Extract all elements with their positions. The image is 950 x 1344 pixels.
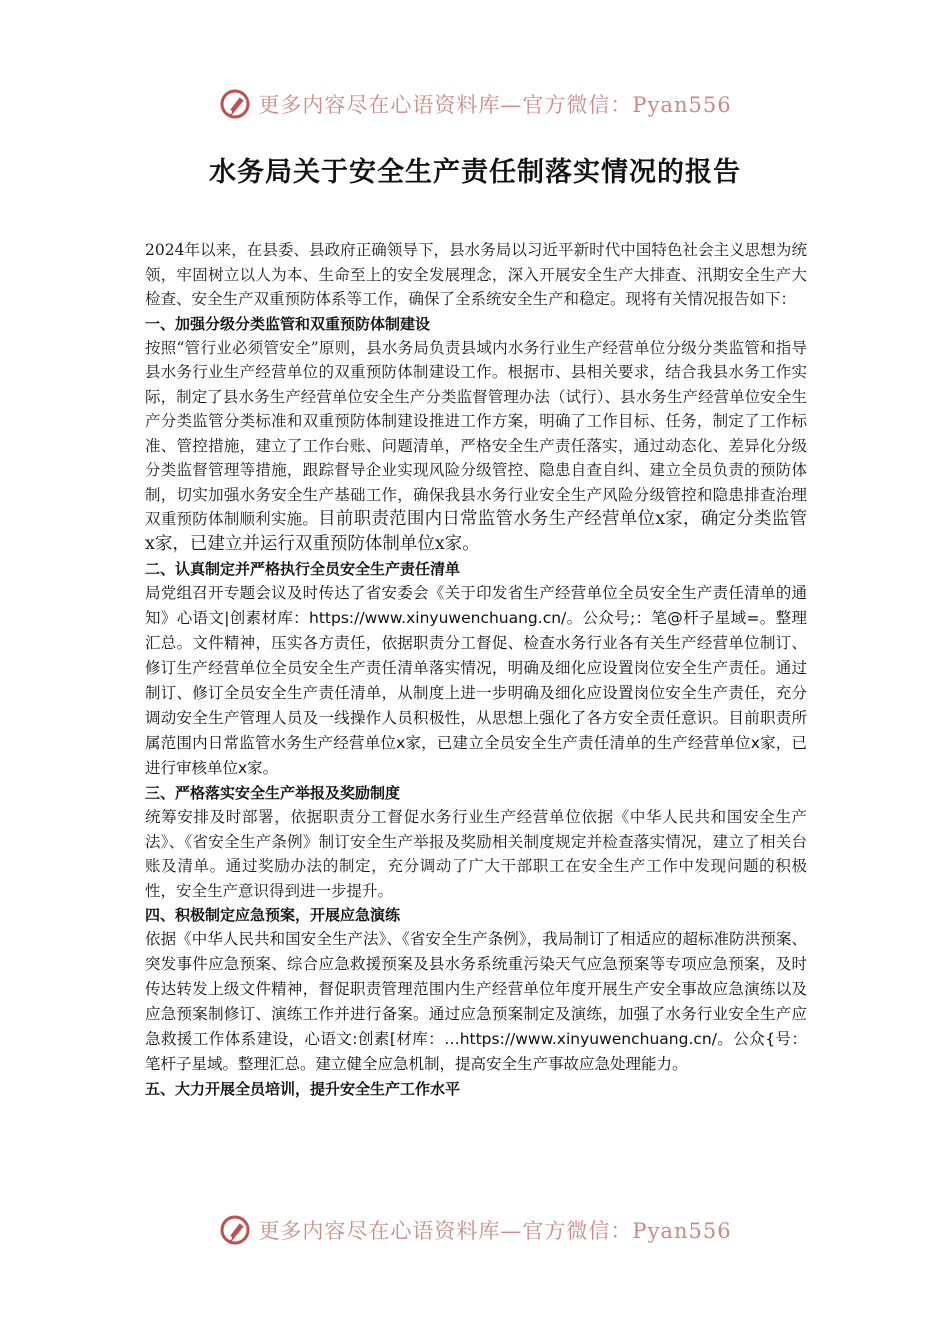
section-2-heading: 二、认真制定并严格执行全员安全生产责任清单 [145, 560, 461, 578]
section-1-heading: 一、加强分级分类监管和双重预防体制建设 [145, 314, 431, 333]
section-2-body: 局党组召开专题会议及时传达了省安委会《关于印发省生产经营单位全员安全生产责任清单的通知》心语文|创素材库：https://www.xinyuwenchuang.cn/。公众号;：笔@杆子星域=。整理汇总。文件精神，压实各方责任，依据职责分工督促、检查水务行业各有关生产经营单位制订、修订生产经营单位全员安全生产责任清单落实情况，明确及细化应设置岗位安全生产责任。通过制订、修订全员安全生产责任清单，从制度上进一步明确及细化应设置岗位安全生产责任，充分调动安全生产管理人员及一线操作人员积极性，从思想上强化了各方安全责任意识。目前职责所属范围内日常监管水务生产经营单位x家，已建立全员安全生产责任清单的生产经营单位x家，已进行审核单位x家。 [145, 584, 807, 777]
section-4-body: 依据《中华人民共和国安全生产法》、《省安全生产条例》，我局制订了相适应的超标准防洪预案、突发事件应急预案、综合应急救援预案及县水务系统重污染天气应急预案等专项应急预案，及时传达转发上级文件精神，督促职责管理范围内生产经营单位年度开展生产安全事故应急演练以及应急预案制修订、演练工作并进行备案。通过应急预案制定及演练，加强了水务行业安全生产应急救援工作体系建设，心语文:创素[材库：…https://www.xinyuwenchuang.cn/。公众{号：笔杆子星域。整理汇总。建立健全应急机制，提高安全生产事故应急处理能力。 [145, 930, 807, 1073]
section-1-text: 按照“管行业必须管安全”原则，县水务局负责县域内水务行业生产经营单位分级分类监管和指导县水务行业生产经营单位的双重预防体制建设工作。根据市、县相关要求，结合我县水务工作实际，制定了县水务生产经营单位安全生产分类监督管理办法（试行）、县水务生产经营单位安全生产分类监管分类标准和双重预防体制建设推进工作方案，明确了工作目标、任务，制定了工作标准、管控措施，建立了工作台账、问题清单，严格安全生产责任落实，通过动态化、差异化分级分类监督管理等措施，跟踪督导企业实现风险分级管控、隐患自查自纠、建立全员负责的预防体制，切实加强水务安全生产基础工作，确保我县水务行业安全生产风险分级管控和隐患排查治理双重预防体制顺利实施。 [145, 338, 807, 528]
section-3-body: 统筹安排及时部署，依据职责分工督促水务行业生产经营单位依据《中华人民共和国安全生产法》、《省安全生产条例》制订安全生产举报及奖励相关制度规定并检查落实情况，建立了相关台账及清单。通过奖励办法的制定，充分调动了广大干部职工在安全生产工作中发现问题的积极性，安全生产意识得到进一步提升。 [145, 808, 807, 900]
document-body [145, 238, 807, 1101]
pen-nib-logo-icon [218, 1213, 252, 1247]
section-1-body [145, 336, 807, 558]
section-3-heading: 三、严格落实安全生产举报及奖励制度 [145, 784, 401, 802]
section-4-heading: 四、积极制定应急预案，开展应急演练 [145, 906, 401, 924]
intro-paragraph: 2024年以来，在县委、县政府正确领导下，县水务局以习近平新时代中国特色社会主义思想为统领，牢固树立以人为本、生命至上的安全发展理念，深入开展安全生产大排查、汛期安全生产大检查、安全生产双重预防体系等工作，确保了全系统安全生产和稳定。现将有关情况报告如下： [145, 241, 807, 308]
top-watermark-banner [0, 84, 950, 124]
document-title: 水务局关于安全生产责任制落实情况的报告 [209, 157, 741, 188]
section-1-tail: 目前职责范围内日常监管水务生产经营单位x家，确定分类监管x家，已建立并运行双重预防体制单位x家。 [145, 509, 807, 554]
section-5-heading: 五、大力开展全员培训，提升安全生产工作水平 [145, 1080, 461, 1098]
banner-text: 更多内容尽在心语资料库—官方微信：Pyan556 [258, 93, 732, 117]
bottom-watermark-banner [0, 1210, 950, 1250]
banner-text: 更多内容尽在心语资料库—官方微信：Pyan556 [258, 1219, 732, 1243]
pen-nib-logo-icon [218, 87, 252, 121]
